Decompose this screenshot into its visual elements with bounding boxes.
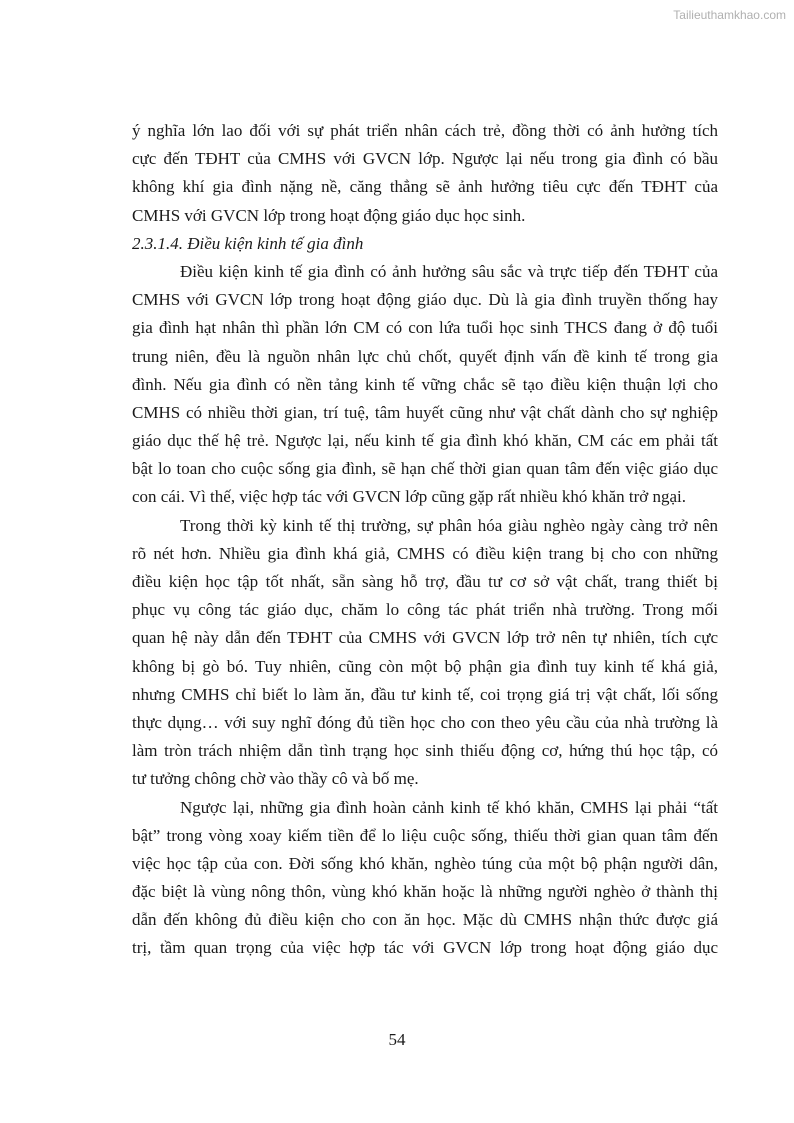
text-line: gia đình hạt nhân thì phần lớn CM có con lứa tuổi học sinh THCS đang ở độ tuổi bbox=[132, 318, 718, 338]
text-line: giáo dục thế hệ trẻ. Ngược lại, nếu kinh tế gia đình khó khăn, CM các em phải tất bbox=[132, 431, 718, 451]
text-line: bật lo toan cho cuộc sống gia đình, sẽ hạn chế thời gian quan tâm đến việc giáo dục bbox=[132, 459, 718, 479]
text-line: ý nghĩa lớn lao đối với sự phát triển nhân cách trẻ, đồng thời có ảnh hưởng tích bbox=[132, 121, 718, 140]
text-line: không khí gia đình nặng nề, căng thẳng sẽ ảnh hưởng tiêu cực đến TĐHT của bbox=[132, 177, 718, 197]
text-line: Ngược lại, những gia đình hoàn cảnh kinh tế khó khăn, CMHS lại phải “tất bbox=[180, 797, 718, 817]
text-line: CMHS với GVCN lớp trong hoạt động giáo dục. Dù là gia đình truyền thống hay bbox=[132, 290, 718, 310]
text-line: Trong thời kỳ kinh tế thị trường, sự phân hóa giàu nghèo ngày càng trở nên bbox=[180, 515, 718, 535]
text-line: đình. Nếu gia đình có nền tảng kinh tế vững chắc sẽ tạo điều kiện thuận lợi cho bbox=[132, 374, 718, 394]
text-line: rõ nét hơn. Nhiều gia đình khá giả, CMHS có điều kiện trang bị cho con những bbox=[132, 543, 718, 563]
text-line: làm tròn trách nhiệm dẫn tình trạng học sinh thiếu động cơ, hứng thú học tập, có bbox=[132, 741, 718, 761]
text-line: thực dụng… với suy nghĩ đóng đủ tiền học cho con theo yêu cầu của nhà trường là bbox=[132, 712, 718, 732]
text-line: cực đến TĐHT của CMHS với GVCN lớp. Ngược lại nếu trong gia đình có bầu bbox=[132, 149, 718, 169]
text-line: đặc biệt là vùng nông thôn, vùng khó khăn hoặc là những người nghèo ở thành thị bbox=[132, 882, 718, 902]
text-line: tư tưởng chông chờ vào thầy cô và bố mẹ. bbox=[132, 769, 419, 789]
text-line: dẫn đến không đủ điều kiện cho con ăn học. Mặc dù CMHS nhận thức được giá bbox=[132, 910, 718, 930]
watermark: Tailieuthamkhao.com bbox=[673, 8, 786, 22]
text-line: điều kiện học tập tốt nhất, sẵn sàng hỗ trợ, đầu tư cơ sở vật chất, trang thiết bị bbox=[132, 572, 718, 591]
document-body bbox=[132, 117, 718, 963]
text-line: bật” trong vòng xoay kiếm tiền để lo liệu cuộc sống, thiếu thời gian quan tâm đến bbox=[132, 825, 718, 845]
text-line: CMHS với GVCN lớp trong hoạt động giáo dục học sinh. bbox=[132, 205, 526, 225]
text-line: việc học tập của con. Đời sống khó khăn, nghèo túng của một bộ phận người dân, bbox=[132, 853, 718, 873]
page-number: 54 bbox=[388, 1030, 406, 1049]
text-line: trị, tầm quan trọng của việc hợp tác với GVCN lớp trong hoạt động giáo dục bbox=[132, 938, 718, 958]
text-line: Điều kiện kinh tế gia đình có ảnh hưởng sâu sắc và trực tiếp đến TĐHT của bbox=[180, 261, 718, 281]
text-line: phục vụ công tác giáo dục, chăm lo công tác phát triển nhà trường. Trong mối bbox=[132, 600, 718, 620]
text-line: trung niên, đều là nguồn nhân lực chủ chốt, quyết định vấn đề kinh tế trong gia bbox=[132, 346, 718, 366]
text-line: con cái. Vì thế, việc hợp tác với GVCN lớp cũng gặp rất nhiều khó khăn trở ngại. bbox=[132, 487, 687, 507]
section-heading: 2.3.1.4. Điều kiện kinh tế gia đình bbox=[132, 233, 364, 253]
text-line: không bị gò bó. Tuy nhiên, cũng còn một bộ phận gia đình tuy kinh tế khá giả, bbox=[132, 656, 718, 676]
text-line: nhưng CMHS chỉ biết lo làm ăn, đầu tư kinh tế, coi trọng giá trị vật chất, lối sống bbox=[132, 684, 718, 704]
text-line: CMHS có nhiều thời gian, trí tuệ, tâm huyết cũng như vật chất dành cho sự nghiệp bbox=[132, 402, 718, 422]
text-line: quan hệ này dẫn đến TĐHT của CMHS với GVCN lớp trở nên tự nhiên, tích cực bbox=[132, 628, 718, 648]
